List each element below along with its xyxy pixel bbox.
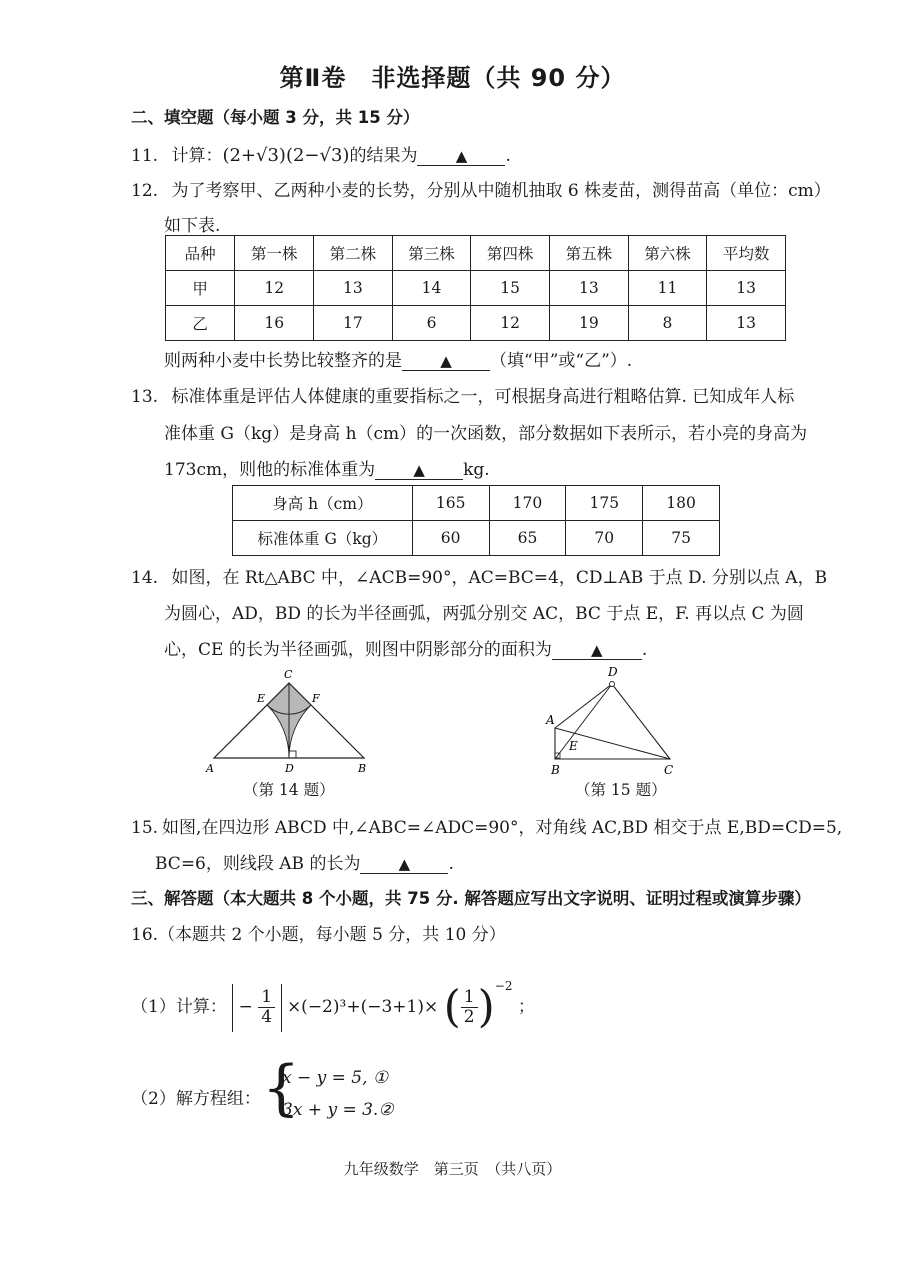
question-text: 的结果为 — [349, 146, 418, 166]
table-cell: 75 — [643, 521, 720, 556]
table-header: 第一株 — [235, 236, 314, 271]
answer-blank: ▲ — [552, 641, 642, 660]
table-header: 品种 — [166, 236, 235, 271]
question-number: 13. — [131, 387, 159, 407]
answer-blank: ▲ — [375, 461, 463, 480]
question-12-line2: 如下表. — [164, 216, 221, 236]
point-d-mark — [610, 682, 615, 687]
question-text: 心，CE 的长为半径画弧，则图中阴影部分的面积为 — [164, 640, 552, 660]
table-cell: 65 — [489, 521, 566, 556]
table-header-row — [166, 236, 786, 271]
table-row — [233, 521, 720, 556]
table-row — [233, 486, 720, 521]
table-cell: 170 — [489, 486, 566, 521]
table-cell: 165 — [412, 486, 489, 521]
table-header: 第二株 — [314, 236, 393, 271]
table-header: 第三株 — [392, 236, 471, 271]
figure-14-diagram — [200, 665, 380, 777]
equation-1: x − y = 5, ① — [282, 1068, 389, 1088]
equation-2: 3x + y = 3.② — [282, 1100, 394, 1120]
label-b: B — [551, 763, 560, 777]
answer-blank: ▲ — [417, 147, 505, 166]
question-number: 12. — [131, 181, 159, 201]
question-text: （1）计算： — [131, 997, 227, 1017]
table-cell: 甲 — [166, 271, 235, 306]
question-15-line2 — [155, 849, 454, 874]
label-d: D — [608, 665, 618, 679]
question-13-line3 — [164, 455, 490, 480]
question-14-line3 — [164, 635, 647, 660]
table-header: 第四株 — [471, 236, 550, 271]
question-text: （本题共 2 个小题，每小题 5 分，共 10 分） — [158, 925, 506, 945]
question-13-line2: 准体重 G（kg）是身高 h（cm）的一次函数，部分数据如下表所示，若小亮的身高为 — [164, 424, 808, 444]
label-b: B — [358, 762, 367, 775]
label-d: D — [285, 762, 294, 775]
height-weight-table — [232, 485, 720, 556]
section-heading-solutions: 三、解答题（本大题共 8 个小题，共 75 分. 解答题应写出文字说明、证明过程或演算步骤） — [131, 889, 811, 908]
section-heading-fill-in: 二、填空题（每小题 3 分，共 15 分） — [131, 108, 420, 127]
question-text: BC=6，则线段 AB 的长为 — [155, 854, 361, 874]
abs-bar-left — [232, 984, 233, 1032]
table-header: 平均数 — [707, 236, 786, 271]
table-cell: 16 — [235, 306, 314, 341]
question-12-answer-line — [164, 346, 632, 371]
table-cell: 6 — [392, 306, 471, 341]
table-cell: 14 — [392, 271, 471, 306]
label-c: C — [664, 763, 674, 777]
label-e: E — [257, 692, 266, 705]
question-12-line1 — [131, 176, 831, 201]
question-number: 16. — [131, 925, 159, 945]
label-c: C — [284, 668, 293, 681]
math-expression: ×(−2)³+(−3+1)× — [286, 997, 439, 1017]
question-number: 15. — [131, 818, 159, 838]
question-number: 14. — [131, 568, 159, 588]
question-text: . — [641, 640, 648, 660]
table-cell: 70 — [566, 521, 643, 556]
question-14-line1 — [131, 563, 827, 588]
table-cell: 11 — [628, 271, 707, 306]
system-brace: { — [262, 1053, 301, 1123]
table-cell: 13 — [707, 306, 786, 341]
question-text: 为了考察甲、乙两种小麦的长势，分别从中随机抽取 6 株麦苗，测得苗高（单位：cm） — [171, 181, 831, 201]
question-text: 如图，在 Rt△ABC 中，∠ACB=90°，AC=BC=4，CD⊥AB 于点 D. 分别以点 A，B — [171, 568, 828, 588]
table-header: 第五株 — [550, 236, 629, 271]
question-11 — [131, 141, 511, 166]
label-a: A — [546, 713, 555, 727]
figure-14-caption: （第 14 题） — [243, 781, 335, 799]
page-title: 第Ⅱ卷 非选择题（共 90 分） — [279, 64, 626, 92]
question-text: 则两种小麦中长势比较整齐的是 — [164, 351, 402, 371]
table-cell: 12 — [235, 271, 314, 306]
answer-blank: ▲ — [402, 352, 490, 371]
label-a: A — [206, 762, 214, 775]
question-number: 11. — [131, 146, 159, 166]
table-cell: 19 — [550, 306, 629, 341]
table-header: 标准体重 G（kg） — [233, 521, 413, 556]
table-cell: 12 — [471, 306, 550, 341]
question-14-line2: 为圆心，AD，BD 的长为半径画弧，两弧分别交 AC，BC 于点 E，F. 再以点 C 为圆 — [164, 604, 804, 624]
page-footer: 九年级数学 第三页 （共八页） — [343, 1160, 562, 1178]
table-cell: 175 — [566, 486, 643, 521]
table-cell: 15 — [471, 271, 550, 306]
fraction-one-half: $\frac{1}{2}$ — [461, 988, 478, 1026]
figure-15-caption: （第 15 题） — [575, 781, 667, 799]
question-text: 计算： — [171, 146, 223, 166]
question-16-part1: （1）计算： − $\frac{1}{4}$ ×(−2)³+(−3+1)× ( $\frac{1}{2}$ )$^{-2}$ ； — [131, 979, 535, 1033]
question-text: 标准体重是评估人体健康的重要指标之一，可根据身高进行粗略估算. 已知成年人标 — [171, 387, 795, 407]
question-text: . — [448, 854, 454, 874]
fraction-one-quarter: $\frac{1}{4}$ — [258, 988, 275, 1026]
table-cell: 13 — [314, 271, 393, 306]
question-16-intro — [131, 920, 506, 945]
answer-blank: ▲ — [360, 855, 448, 874]
label-e: E — [569, 739, 578, 753]
question-text: （填“甲”或“乙”）. — [490, 351, 633, 371]
question-text: 如图,在四边形 ABCD 中,∠ABC=∠ADC=90°，对角线 AC,BD 相交于点 E,BD=CD=5, — [162, 818, 843, 838]
question-text: . — [505, 146, 511, 166]
table-header: 身高 h（cm） — [233, 486, 413, 521]
table-cell: 8 — [628, 306, 707, 341]
table-cell: 乙 — [166, 306, 235, 341]
table-header: 第六株 — [628, 236, 707, 271]
table-cell: 60 — [412, 521, 489, 556]
abs-bar-right — [281, 984, 282, 1032]
question-text: kg. — [463, 460, 490, 480]
question-15-line1 — [131, 813, 842, 838]
exponent: −2 — [494, 979, 513, 993]
table-cell: 17 — [314, 306, 393, 341]
question-text: ； — [517, 997, 535, 1017]
math-expression: − — [238, 997, 253, 1017]
figure-15-diagram — [540, 662, 690, 778]
question-13-line1 — [131, 382, 794, 407]
math-expression: (2+√3)(2−√3) — [222, 145, 350, 166]
table-cell: 13 — [707, 271, 786, 306]
table-row — [166, 306, 786, 341]
table-row — [166, 271, 786, 306]
question-text: 173cm，则他的标准体重为 — [164, 460, 376, 480]
wheat-height-table — [165, 235, 786, 341]
table-cell: 180 — [643, 486, 720, 521]
label-f: F — [312, 692, 320, 705]
table-cell: 13 — [550, 271, 629, 306]
question-16-part2-label: （2）解方程组： — [131, 1089, 261, 1109]
